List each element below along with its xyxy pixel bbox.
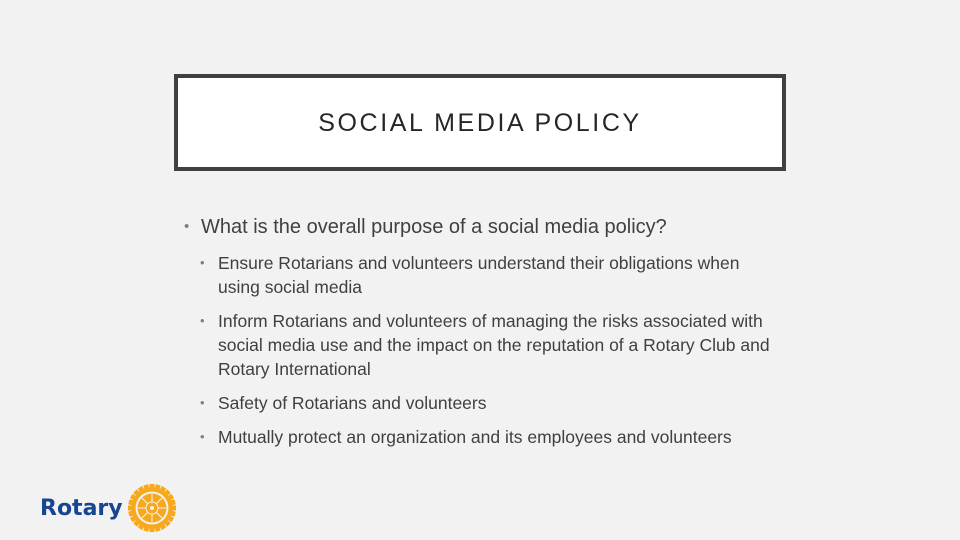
bullet-dot-icon: •: [200, 313, 205, 328]
sub-bullet-text: Mutually protect an organization and its employees and volunteers: [218, 427, 732, 447]
bullet-dot-icon: •: [200, 429, 205, 444]
logo-wordmark: Rotary: [40, 495, 123, 521]
rotary-logo: [40, 482, 177, 534]
bullet-item: [184, 213, 784, 241]
sub-bullet-text: Safety of Rotarians and volunteers: [218, 393, 487, 413]
rotary-wheel-icon: [127, 483, 177, 533]
bullet-dot-icon: •: [200, 255, 205, 270]
bullet-dot-icon: •: [200, 395, 205, 410]
sub-bullet-list: [184, 251, 784, 449]
title-box: [174, 74, 786, 171]
sub-bullet-text: Ensure Rotarians and volunteers understand their obligations when using social media: [218, 253, 740, 297]
sub-bullet-item: [200, 425, 784, 449]
bullet-dot-icon: •: [184, 218, 190, 235]
bullet-text: What is the overall purpose of a social media policy?: [201, 216, 667, 238]
bullet-list: [184, 213, 784, 459]
sub-bullet-text: Inform Rotarians and volunteers of managing the risks associated with social media use and the impact on the reputation of a Rotary Club and Rotary International: [218, 311, 770, 379]
sub-bullet-item: [200, 251, 784, 299]
sub-bullet-item: [200, 309, 784, 381]
slide-title: SOCIAL MEDIA POLICY: [318, 109, 642, 137]
sub-bullet-item: [200, 391, 784, 415]
